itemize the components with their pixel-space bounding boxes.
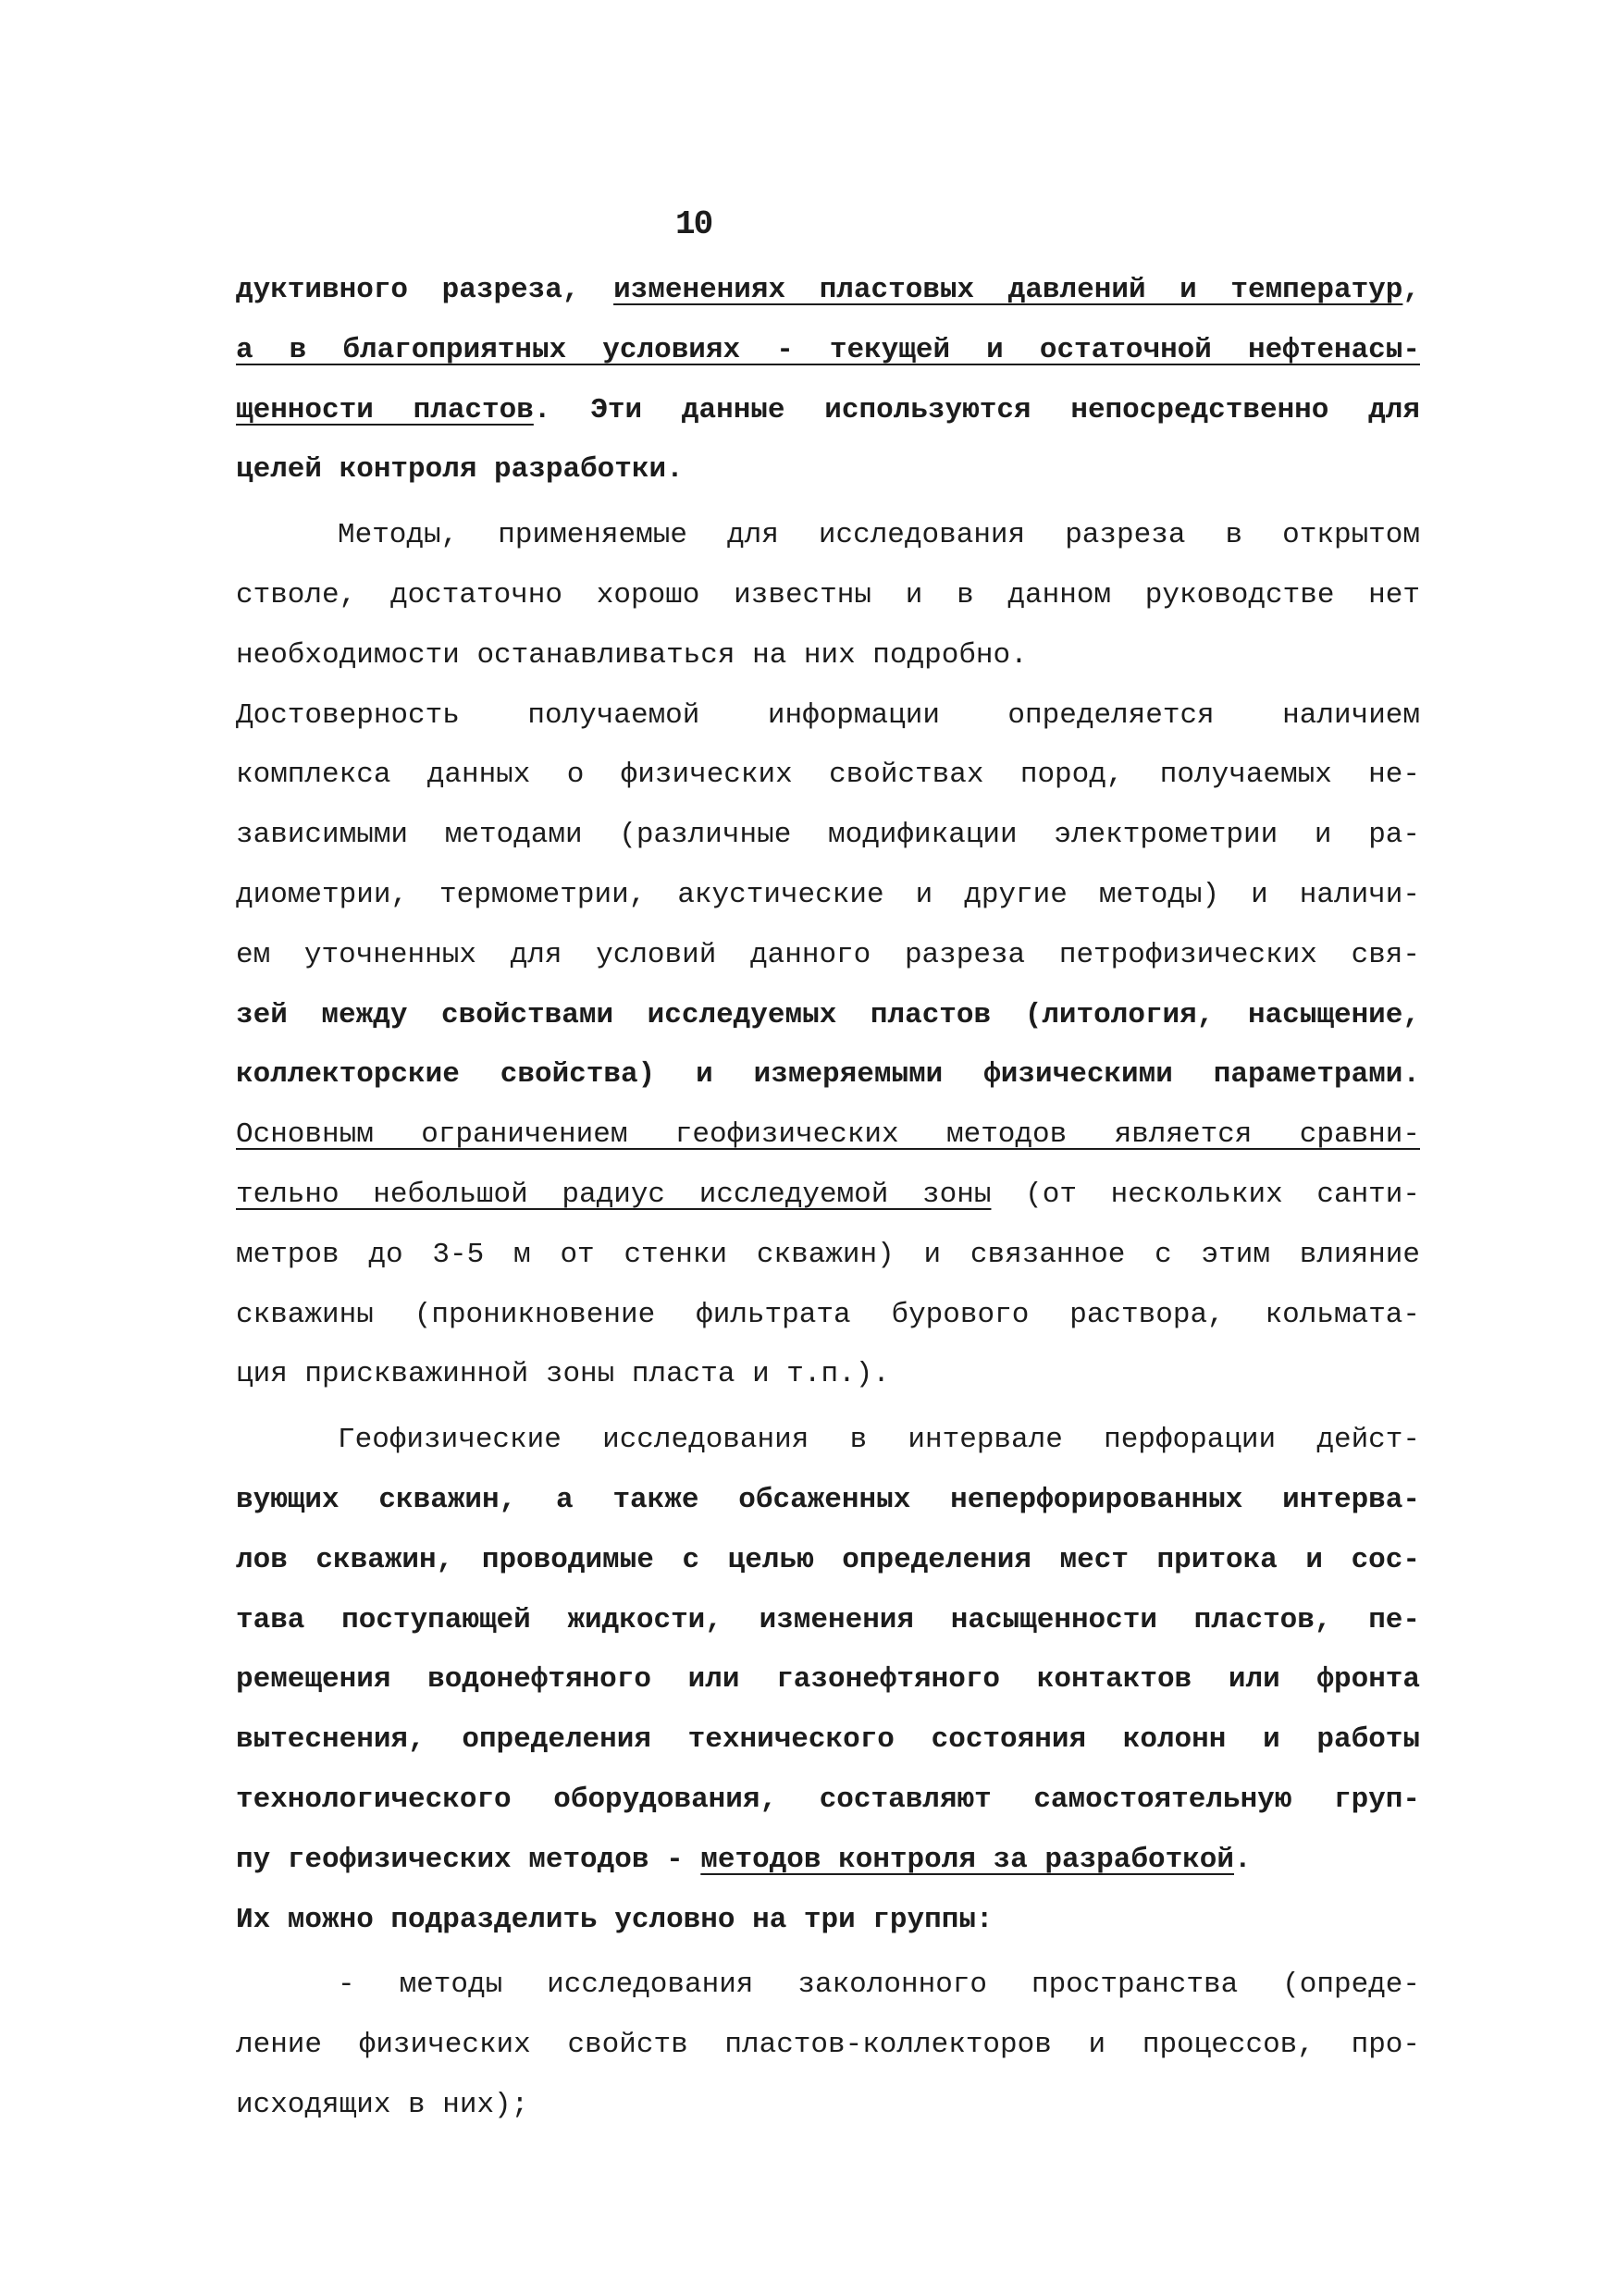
underlined-phrase: изменениях пластовых давлений и температур	[613, 274, 1403, 306]
text-segment: скважины (проникновение фильтрата бурового раствора, кольмата-	[236, 1298, 1420, 1331]
text-segment: вующих скважин, а также обсаженных неперфорированных интерва-	[236, 1483, 1420, 1516]
text-segment: вытеснения, определения технического состояния колонн и работы	[236, 1723, 1420, 1757]
text-segment: Методы, применяемые для исследования разреза в открытом	[338, 519, 1420, 552]
text-line	[236, 506, 1420, 566]
underlined-phrase: тельно небольшой радиус исследуемой зоны	[236, 1178, 992, 1211]
text-line	[236, 986, 1420, 1046]
text-line	[236, 381, 1420, 441]
body-text	[236, 261, 1420, 2136]
text-line	[236, 1045, 1420, 1105]
text-segment: исходящих в них);	[236, 2088, 529, 2121]
page-number: 10	[675, 205, 712, 243]
text-line	[236, 626, 1420, 686]
text-segment: зависимыми методами (различные модификации электрометрии и ра-	[236, 819, 1420, 852]
text-segment: ремещения водонефтяного или газонефтяного контактов или фронта	[236, 1663, 1420, 1697]
text-segment: - методы исследования заколонного пространства (опреде-	[338, 1969, 1420, 2002]
underlined-phrase: Основным ограничением геофизических методов является сравни-	[236, 1118, 1420, 1152]
text-line	[236, 1591, 1420, 1651]
text-line	[236, 1166, 1420, 1226]
text-line	[236, 926, 1420, 986]
text-line	[236, 1105, 1420, 1166]
text-segment: лов скважин, проводимые с целью определения мест притока и сос-	[236, 1543, 1420, 1576]
text-line	[236, 2016, 1420, 2076]
text-segment: дуктивного разреза,	[236, 274, 614, 306]
text-segment: целей контроля разработки.	[236, 453, 684, 487]
text-segment: зей между свойствами исследуемых пластов (литология, насыщение,	[236, 998, 1420, 1031]
text-line	[236, 1411, 1420, 1471]
text-segment: тава поступающей жидкости, изменения насыщенности пластов, пе-	[236, 1603, 1420, 1636]
text-line	[236, 440, 1420, 500]
text-line	[236, 1226, 1420, 1286]
text-segment: Геофизические исследования в интервале перфорации дейст-	[338, 1424, 1420, 1457]
text-line	[236, 1286, 1420, 1346]
text-segment: . Эти данные используются непосредственно для	[533, 393, 1420, 426]
text-segment: ,	[1402, 274, 1420, 306]
text-segment: Их можно подразделить условно на три группы:	[236, 1903, 994, 1936]
underlined-phrase: методов контроля за разработкой	[700, 1843, 1234, 1876]
text-segment: ем уточненных для условий данного разреза петрофизических свя-	[236, 938, 1420, 971]
text-segment: комплекса данных о физических свойствах пород, получаемых не-	[236, 759, 1420, 792]
text-line	[236, 566, 1420, 626]
text-line	[236, 1345, 1420, 1405]
text-line	[236, 1650, 1420, 1710]
text-segment: Достоверность получаемой информации определяется наличием	[236, 698, 1420, 732]
text-segment: ция прискважинной зоны пласта и т.п.).	[236, 1358, 890, 1391]
text-segment: ление физических свойств пластов-коллекторов и процессов, про-	[236, 2029, 1420, 2062]
text-segment: (от нескольких санти-	[991, 1178, 1420, 1211]
text-segment: метров до 3-5 м от стенки скважин) и связанное с этим влияние	[236, 1238, 1420, 1271]
text-line	[236, 1771, 1420, 1831]
text-line	[236, 746, 1420, 806]
text-line	[236, 1471, 1420, 1531]
text-line	[236, 1831, 1420, 1891]
text-line	[236, 1891, 1420, 1951]
text-segment: .	[1234, 1843, 1252, 1876]
underlined-phrase: щенности пластов	[236, 393, 534, 426]
text-segment: пу геофизических методов -	[236, 1843, 701, 1876]
text-line	[236, 321, 1420, 381]
text-line	[236, 686, 1420, 747]
text-segment: стволе, достаточно хорошо известны и в данном руководстве нет	[236, 578, 1420, 611]
text-line	[236, 1531, 1420, 1591]
text-segment: диометрии, термометрии, акустические и другие методы) и наличи-	[236, 878, 1420, 911]
text-line	[236, 806, 1420, 866]
underlined-phrase: а в благоприятных условиях - текущей и остаточной нефтенасы-	[236, 333, 1420, 366]
text-segment: технологического оборудования, составляют самостоятельную груп-	[236, 1783, 1420, 1816]
text-line	[236, 1956, 1420, 2016]
text-line	[236, 1710, 1420, 1771]
text-line	[236, 866, 1420, 926]
text-segment: необходимости останавливаться на них подробно.	[236, 638, 1028, 672]
text-segment: коллекторские свойства) и измеряемыми физическими параметрами.	[236, 1058, 1420, 1092]
text-line	[236, 261, 1420, 321]
text-line	[236, 2076, 1420, 2136]
